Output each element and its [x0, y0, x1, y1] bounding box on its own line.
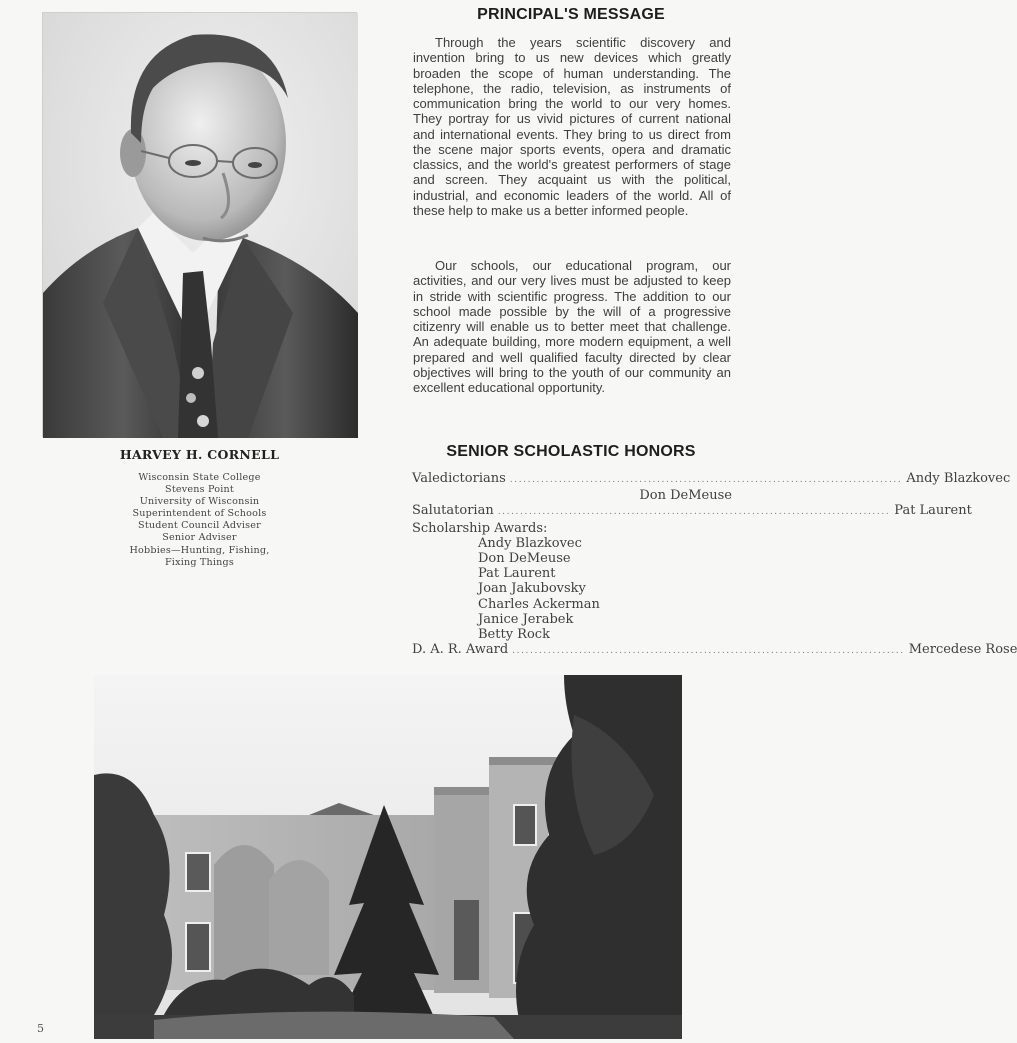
scholarship-recipient: Joan Jakubovsky: [478, 581, 586, 597]
page-number: 5: [37, 1022, 44, 1035]
valedictorians-label: Valedictorians: [412, 471, 506, 486]
scholarship-recipient: Don DeMeuse: [478, 551, 571, 567]
salutatorian-row: [412, 503, 972, 520]
honors-title: SENIOR SCHOLASTIC HONORS: [446, 443, 696, 460]
scholarship-recipient: Janice Jerabek: [478, 611, 574, 627]
credential-line: Superintendent of Schools: [132, 508, 267, 520]
school-building-photo: [94, 675, 682, 1039]
scholarship-list: [412, 536, 732, 642]
credential-line: Wisconsin State College: [138, 472, 261, 483]
principal-message-title: PRINCIPAL'S MESSAGE: [477, 6, 665, 23]
valedictorian-name: Don DeMeuse: [639, 488, 732, 504]
principal-name: HARVEY H. CORNELL: [119, 447, 280, 462]
credential-line: Fixing Things: [164, 556, 235, 568]
credential-line: University of Wisconsin: [139, 496, 260, 508]
message-paragraph-2: Our schools, our educational program, our activities, and our very lives must be adjusted to keep in stride with scientific progress. The addition to our school made possible by the will of a progressive citizenry will enable us to better meet that challenge. An adequate building, more modern equipment, a well prepared and well qualified faculty directed by clear objectives will bring to the youth of our community an excellent educational opportunity.: [413, 258, 731, 395]
scholarship-recipient: Betty Rock: [478, 627, 550, 643]
scholarship-recipient: Charles Ackerman: [478, 596, 600, 612]
valedictorians-row: [412, 471, 1011, 488]
dar-award-label: D. A. R. Award: [412, 642, 509, 658]
salutatorian-name: Pat Laurent: [894, 503, 972, 519]
dar-award-row: [412, 642, 1017, 659]
salutatorian-label: Salutatorian: [412, 503, 494, 519]
valedictorian-name: Andy Blazkovec: [906, 471, 1011, 486]
credential-line: Stevens Point: [165, 484, 234, 496]
credential-line: Student Council Adviser: [138, 520, 261, 532]
leader-dots: ........................................................................................: [509, 475, 903, 485]
principal-credentials: [42, 472, 357, 569]
honors-list: [412, 471, 1017, 659]
credential-line: Senior Adviser: [162, 532, 237, 544]
scholarship-recipient: Pat Laurent: [478, 566, 556, 582]
scholarship-recipient: Andy Blazkovec: [478, 535, 582, 551]
leader-dots: ........................................................................................: [497, 507, 891, 518]
dar-award-name: Mercedese Rose: [908, 642, 1017, 658]
principal-portrait-photo: [42, 12, 357, 437]
scholarship-label: Scholarship Awards:: [412, 520, 548, 536]
message-paragraph-1: Through the years scientific discovery and invention bring to us new devices which greatly broaden the scope of human understanding. The telephone, the radio, television, as instruments of communication bring the world to our very homes. They portray for us vivid pictures of current national and international events. They bring to us direct from the scene major sports events, opera and dramatic classics, and the world's greatest performers of stage and screen. They acquaint us with the political, industrial, and economic leaders of the world. All of these help to make us a better informed people.: [413, 35, 731, 218]
credential-line: Hobbies—Hunting, Fishing,: [129, 544, 270, 556]
leader-dots: ........................................................................................: [512, 646, 905, 657]
